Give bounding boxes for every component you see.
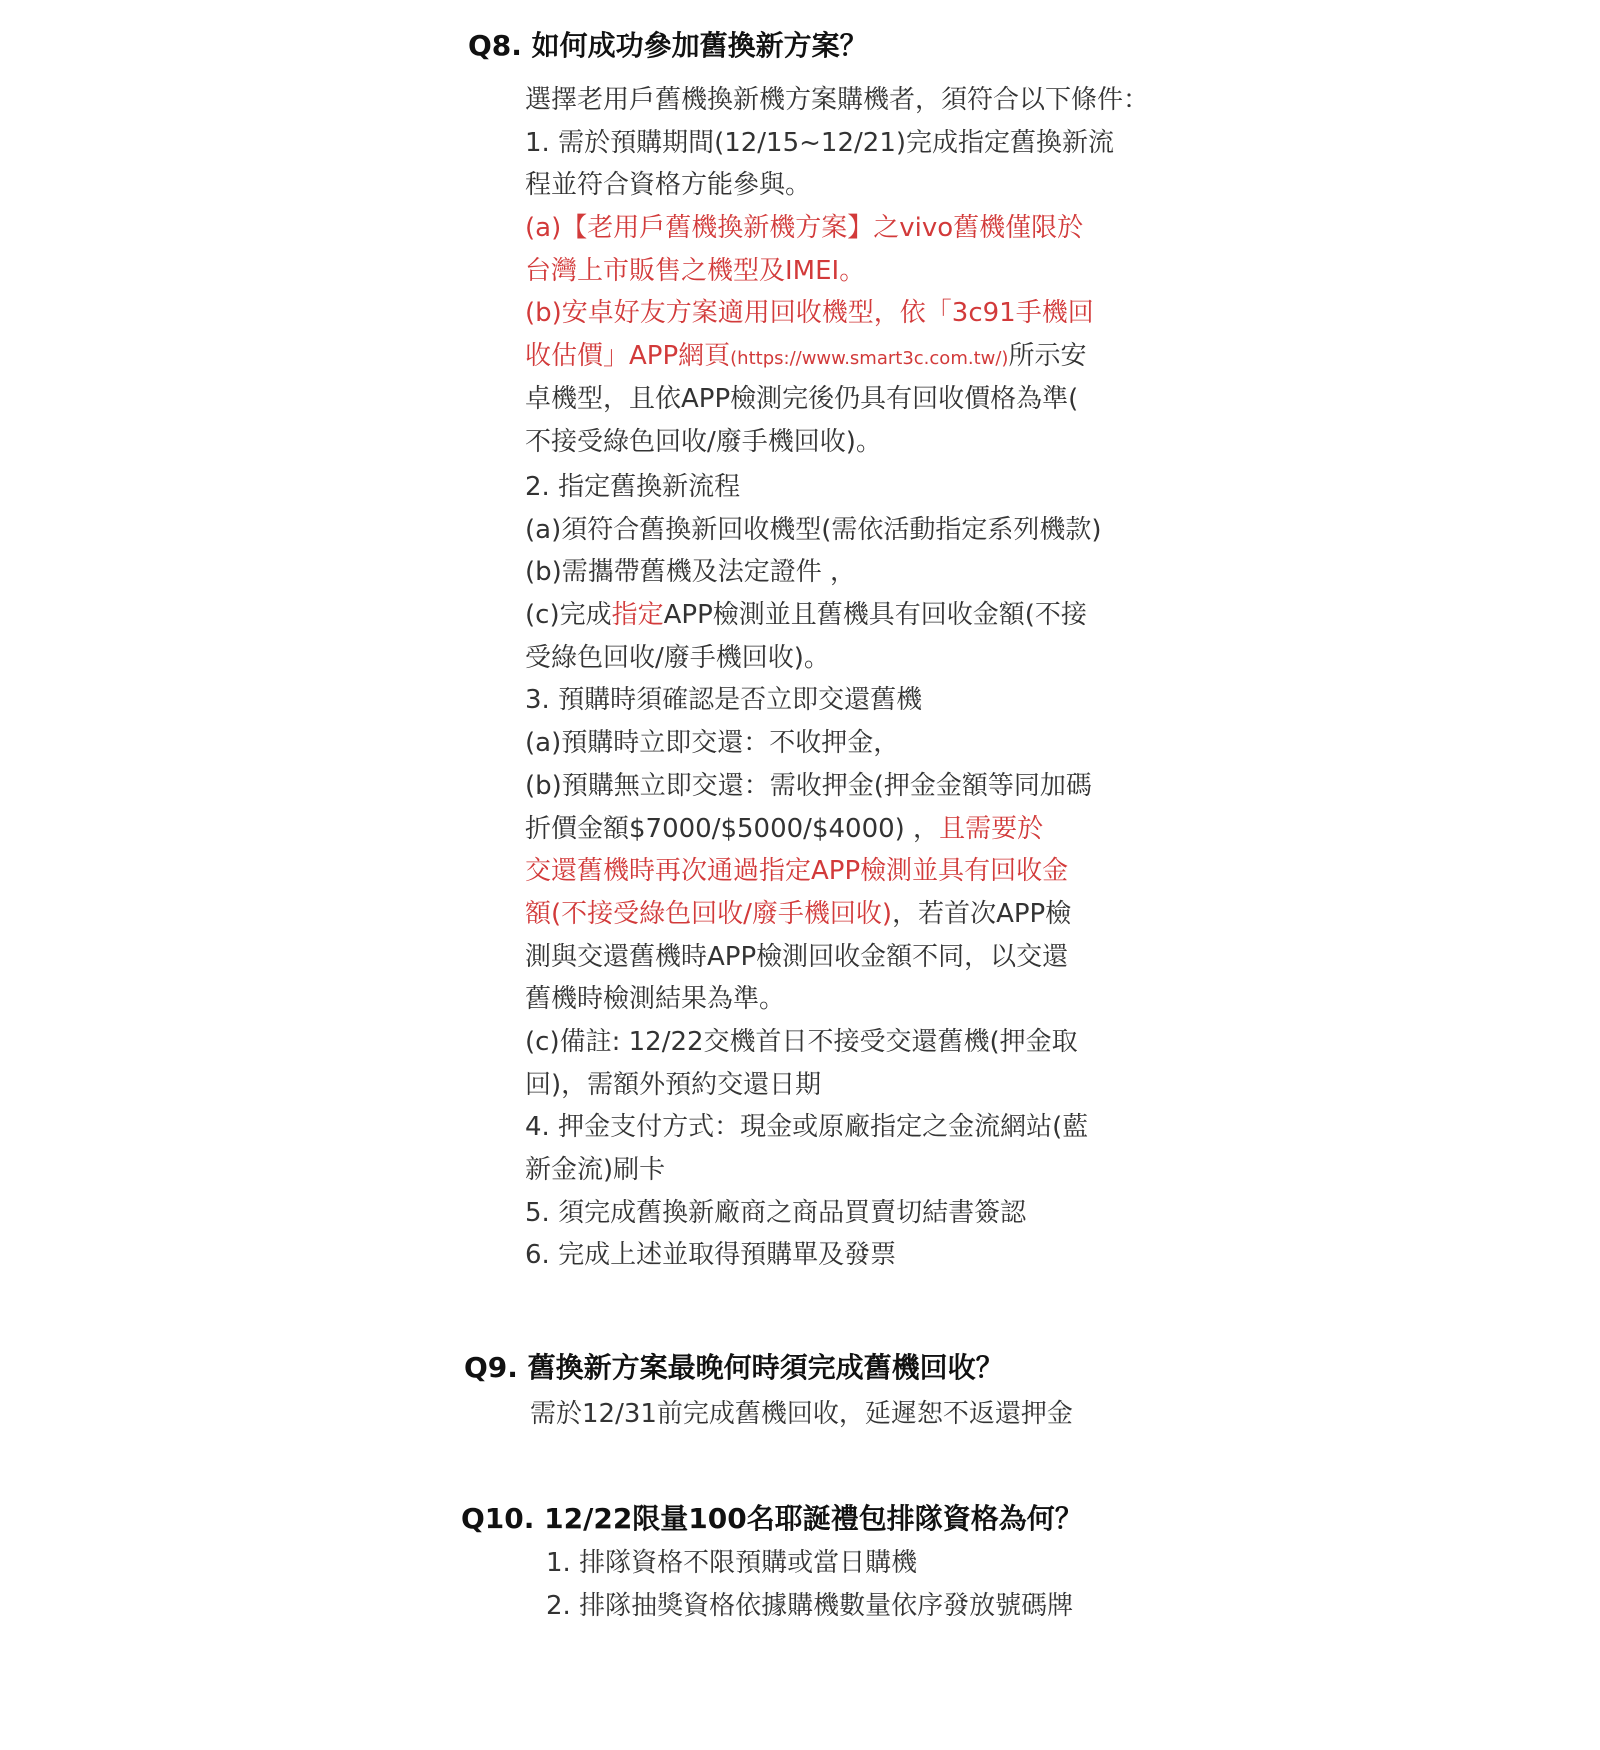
q8-item1-b-line2-red: 收估價」APP網頁 [525,341,731,372]
q8-item2-a: (a)須符合舊換新回收機型(需依活動指定系列機款) [525,514,1102,545]
q8-item1-a-line2: 台灣上市販售之機型及IMEI。 [525,255,866,286]
q8-item1-b-line2 [525,335,1149,378]
q8-item4-line2: 新金流)刷卡 [525,1155,666,1185]
q8-item2-c-line2: 受綠色回收/廢手機回收)。 [525,642,830,673]
q8-answer-part2 [525,466,1102,1277]
q8-item2-line1: 2. 指定舊換新流程 [525,472,741,502]
q8-item3-a: (a)預購時立即交還：不收押金， [525,728,900,759]
q8-item1-b-line3: 卓機型，且依APP檢測完後仍具有回收價格為準( [525,383,1079,414]
q8-item3-b-line2-pre: 折價金額$7000/$5000/$4000) ， [525,813,940,844]
q8-item2-c-red: 指定 [611,600,664,631]
q8-item2-c-post: APP檢測並且舊機具有回收金額(不接 [663,600,1087,631]
q8-item2-c-pre: (c)完成 [525,600,612,631]
q8-item3-b-line5: 測與交還舊機時APP檢測回收金額不同，以交還 [525,941,1069,972]
q9-answer: 需於12/31前完成舊機回收，延遲恕不返還押金 [530,1399,1073,1429]
q8-item3-b-line2 [525,808,1102,851]
q8-title: Q8. 如何成功參加舊換新方案？ [468,29,868,62]
q8-item2-c [525,594,1102,637]
q8-item5: 5. 須完成舊換新廠商之商品買賣切結書簽認 [525,1197,1027,1228]
q8-item1-b-line1: (b)安卓好友方案適用回收機型，依「3c91手機回 [525,298,1094,329]
q8-item3-c-line2: 回)，需額外預約交還日期 [525,1069,822,1100]
q8-item2-b: (b)需攜帶舊機及法定證件 ， [525,557,857,588]
q8-item3-b-line4-red: 額(不接受綠色回收/廢手機回收) [525,898,893,929]
q8-item1-a-line1: (a)【老用戶舊機換新機方案】之vivo舊機僅限於 [525,213,1084,244]
q8-item3-c-line1: (c)備註: 12/22交機首日不接受交還舊機(押金取 [525,1026,1078,1057]
q8-item3-b-line1: (b)預購無立即交還：需收押金(押金金額等同加碼 [525,770,1092,801]
q10-title: Q10. 12/22限量100名耶誕禮包排隊資格為何？ [461,1502,1083,1535]
q8-item1-url: (https://www.smart3c.com.tw/) [730,348,1009,370]
q8-item3-b-line3: 交還舊機時再次通過指定APP檢測並具有回收金 [525,856,1069,887]
q8-item3-line1: 3. 預購時須確認是否立即交還舊機 [525,685,923,716]
q8-item3-b-line6: 舊機時檢測結果為準。 [525,984,786,1015]
q10-answer-2: 2. 排隊抽獎資格依據購機數量依序發放號碼牌 [546,1591,1074,1621]
q8-item1-line2: 程並符合資格方能參與。 [525,170,812,201]
q8-item1-b-line2-rest: 所示安 [1008,341,1087,372]
q8-item1-b-line4: 不接受綠色回收/廢手機回收)。 [525,426,882,457]
q10-answer-1: 1. 排隊資格不限預購或當日購機 [546,1548,918,1578]
q8-item4-line1: 4. 押金支付方式：現金或原廠指定之金流網站(藍 [525,1112,1089,1143]
q8-answer [525,79,1149,463]
q8-item3-b-line4 [525,893,1102,936]
q8-item3-b-line4-post: ，若首次APP檢 [892,898,1072,929]
q8-intro: 選擇老用戶舊機換新機方案購機者，須符合以下條件： [525,85,1150,115]
q8-item3-b-line2-red: 且需要於 [939,813,1044,844]
q8-item1-line1: 1. 需於預購期間(12/15~12/21)完成指定舊換新流 [525,127,1114,158]
q8-item6: 6. 完成上述並取得預購單及發票 [525,1240,897,1271]
q9-title: Q9. 舊換新方案最晚何時須完成舊機回收？ [464,1351,1004,1384]
